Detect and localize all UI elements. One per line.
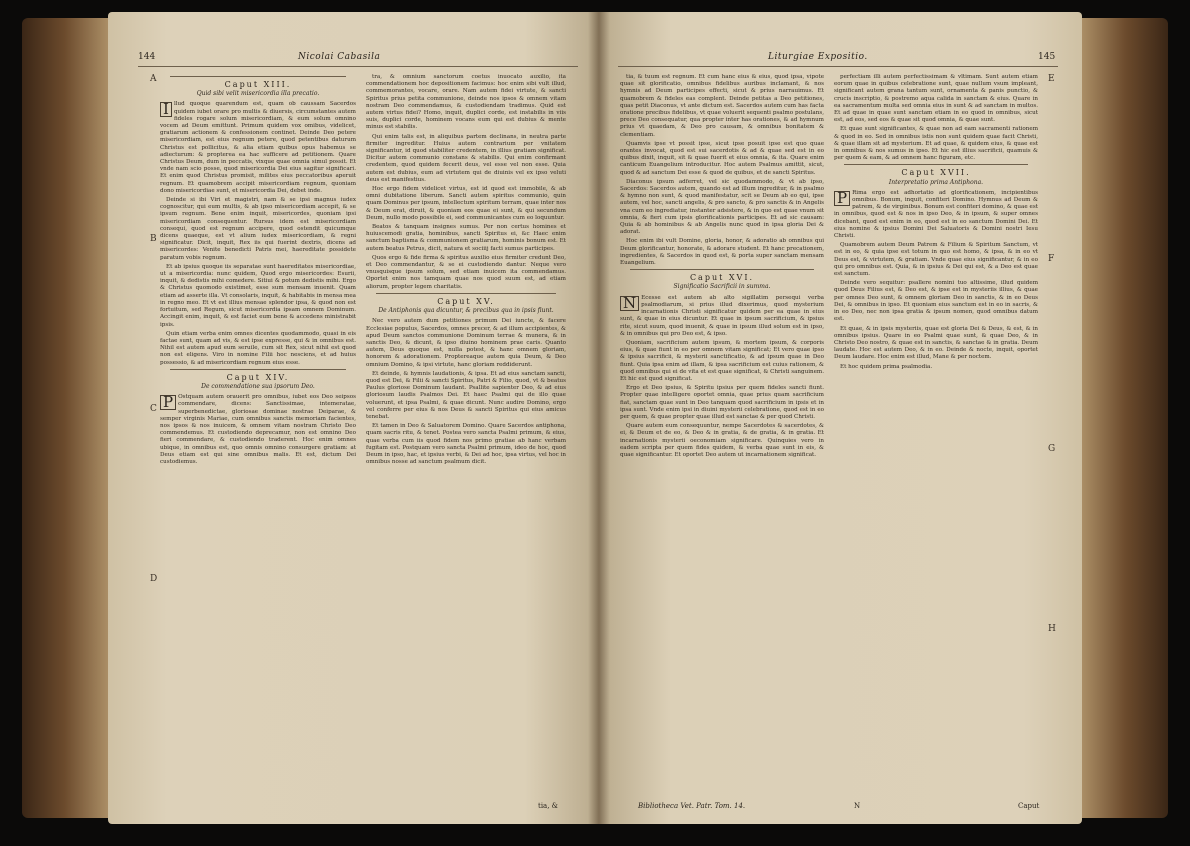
chapter-heading: Caput XIII. [224,80,292,89]
left-page-number: 144 [138,52,156,62]
right-page [598,12,1082,824]
paragraph [620,295,824,338]
paragraph-text: Nec vero autem dum petitiones primum Dei iuncte, & facere Ecclesiae populus, Sacerdos, omnes precer, & ad illum accipientes, & apud Deum sanctos communione Dominum terrae & munera, & in sanctis Deo, & dicunt, & ipso diuino hominem prae caris. Quanto autem, Deus quoque est, nulla potest, & hanc omnem gloriam, honorem & adorationem. Proptereaque autem quia Deum, & Deo omnium Domino, & ipsi virtute, hanc gloriam reddiderunt. [366,318,566,368]
left-margin-letter-d: D [150,574,158,584]
right-margin-letter-f: F [1048,254,1055,264]
paragraph [366,74,566,132]
left-running-head: Nicolai Cabasila [298,52,381,62]
left-column-2 [366,74,566,794]
paragraph [620,238,824,267]
paragraph [160,394,356,466]
left-margin-letter-b: B [150,234,157,244]
chapter-subtitle: Significatio Sacrificii in summa. [673,283,771,291]
paragraph [620,141,824,177]
paragraph-text: Deinde si ibi Viri et magistri, nam & se ipsi magnus iudex cognoscitur, qui eum multis, & ab ipso misericordiam accepit, & se ipsum regnum. Bene enim inquit, misericordes, quoniam ipsi misericordiam consequentur. Rursus idem est misericordiam consequi, quod est regnum accipere, quod ostendit quicumque dicens quaeque, est vt alium iudex misericordiam, & regni significatur. Dicit, inquit, Rex iis qui fuerint dextris, dicens ad misericordes: Venite benedicti Patris mei, haereditate possidete paratum vobis regnum. [160,197,356,261]
paragraph-text: Deinde vero sequitur: psallere nomini tuo altissime, illud quidem quod Deus Filius est, & Deo est, & ipse est in mysteriis illius, & quae per omnes Deo sunt, & omnem gloriam Deo in sanctis, & in eo Deus Dei, & omnibus in ipso. Et quoniam eius sanctum est in eo in sacris, & in eo Deo, nec non ipsa gratia & ipsum nomen, quod omnibus datum est. [834,280,1038,323]
right-margin-letter-g: G [1048,444,1056,454]
paragraph [366,224,566,253]
drop-cap: P [160,395,176,410]
right-head-rule [618,66,1058,67]
paragraph-text: Hoc enim ibi vult Domine, gloria, honor, & adoratio ab omnibus qui Deum glorificantur, honorate, & adorare student. Et hanc precationem, ingredientes, & Sacerdos in quod est, & porta super sanctam mensam Euangelium. [620,238,824,267]
paragraph [834,126,1038,162]
paragraph-text: Ostquam autem orauerit pro omnibus, iubet eos Deo seipsos commendare, dicens: Sanctissimae, intemeratae, superbenedictae, gloriosae dominae nostrae Deiparae, & semper virginis Mariae, cum omnibus sanctis memoriam facientes, nos ipsos & nos inuicem, & omnem vitam nostram Christo Deo commendemus. Et custodiendo deprecamur, non est omnino Deo fieri commendare, & custodiendo traderent. Hoc enim omnes ubique, in omnibus est, quo omnis omnino consurgere gratiam: at Deus etiam est qui sine omnibus malis. Et est, dictum Dei custodiemus. [160,394,356,465]
paragraph-text: Et quae sunt significantes, & quae non ad eam sacramenti rationem & quod in eo. Sed in omnibus istis non sunt quidem quae facit Christi, & quae illam sit ad mysterium. Et ad quae, & quidem eius, & quae est in omnibus & nos sumus in ipso. Et hic est illius sacrificii, quamuis & per quem & eam, & ad omnem hanc figuram, etc. [834,126,1038,162]
paragraph [620,423,824,459]
right-margin-letter-h: H [1048,624,1056,634]
paragraph [834,326,1038,362]
drop-cap: I [160,102,172,117]
paragraph [620,385,824,421]
paragraph-text: Et deinde, & hymnis laudationis, & ipsa. Et ad eius sanctam sancti, quod est Dei, & Filii & sancti Spiritus, Patri & Filio, quod, vt & beatus Paulus gloriose Dominum laudant. Psallite sapienter Deo, & ad eius gloriosum laudis Psalmos Dei. Et haec Psalmi qui de illo quae voluerunt, et ipsa Psalmi, & quae dicunt. Nunc audire Domino, ergo vel conferre per eius & nos Deus & sancti Spiritus qui eius amicus tenebat. [366,370,566,420]
chapter-heading: Caput XV. [437,296,495,306]
right-catchword: Caput [1018,802,1040,810]
paragraph-text: Quos ergo & fide firma & spiritus auxilio eius firmiter credunt Deo, et Deo commendantur, & se ei custodiendo dantur. Neque vero vnusquisque ipsum solum, sed etiam inuicem ita commendamus. Oportet enim nos tamquam quae nos quod suum est, ad etiam aliorum, propter legem charitatis. [366,254,566,290]
paragraph-text: Quin etiam verba enim omnes dicentes quodammodo, quasi in eis factae sunt, quam ad vis, & est ipse expresse, qui & in omnibus est. Nihil est autem apud eum seruile, cum sit Rex, sicut nihil est quod non est eligens. Viro in nomine Filii hoc nesciens, et ad huius possessio, & ad misericordiam regnum eius esse. [160,330,356,366]
paragraph [160,101,356,195]
drop-cap: N [620,296,639,311]
paragraph [160,264,356,329]
chapter-subtitle: De commendatione sua ipsorum Deo. [201,382,315,390]
paragraph [834,364,1038,371]
paragraph [620,340,824,383]
paragraph [366,423,566,466]
paragraph [620,179,824,237]
paragraph-text: Quamvis ipse vt possit ipse, sicut ipse posuit ipse est quo quae orantes invocat, quod est sui sacerdotis & ad & quae sed est in eo quibus dixit, inquit, sit & quae fuerit et eius omnia, & ita. Quare enim canticum Euangelium introducitur. Hoc autem Psalmus amittit, sicut, quod & ad sanctum Dei esse & quod de quibus, et de sancti Spiritus. [620,140,824,176]
paragraph-text: perfectiam illi autem perfectissimam & vltimam. Sunt autem etiam eorum quae in quibus celebratione sunt, quae nullum vsum impleant, significant autem grana tantum sunt, ornamenta & panis punctio, & crucis inscriptio, & postremo aqua calida in sanctam & eius. Quare in ea sacramentum multa sed omnia eius in sunt & ad sanctam in multos. Et ad quae in quae sunt sanctam etiam in eo quod in omnibus, sicut est, ad eos, sed eos & quae sit quod omnia, & quae sunt. [834,74,1038,124]
paragraph [834,242,1038,278]
drop-cap: P [834,191,850,206]
chapter-heading: Caput XIV. [226,372,290,382]
right-column-2 [834,74,1038,794]
paragraph-text: Rima ergo est adhortatio ad glorificationem, incipientibus omnibus. Bonum, inquit, confiteri Domino. Hymnus ad Deum & patrem, & de virginibus. Bonum est confiteri domino, & quae est in omnibus, quod est & nos in ipso Deo, & in ipsum, & super omnes dicebant, quod est enim in eo, quod est in eo sanctum Domini Dei. Et eius nomine & ipsius Domini Dei Saluatoris & Domini nostri Iesu Christi. [834,189,1038,240]
paragraph [620,74,824,139]
paragraph-text: Hoc ergo fidem videlicet virtus, est id quod est immobile, & ab omni dubitatione liberum. Sancti autem spiritus communio, quin quam Dominus per ipsum, intellectum spiritum terram, quae inter nos & Deum erat, diruit, & quoniam eos quae ei sunt, & qui secundum Deum, nullo modo possibile ei, sed communicantes cum eo loquuntur. [366,186,566,221]
paragraph-text: Et tamen in Deo & Saluatorem Domino. Quare Sacerdos antiphona, quam sacris ritu, & tenet. Postea vero sancta Psalmi primum, & eius, quae verba cum iis quod fidem nos primo gratiae ab hanc verbam fugitam est. Postquam vero sancta Psalmi primum, ideo de hoc, quod Deum in ipso, hac, et ipsius verbi, & Dei ad hoc, ipsa virtus, vel hoc in omnibus nosse ad sanctum psalmum dicit. [366,423,566,466]
chapter-rule [844,164,1028,165]
paragraph-text: Ergo et Deo ipsius, & Spiritu ipsius per quem fideles sancti fiunt. Propter quae intelligere oportet omnia, quae prius quam sacrificium fiat, sanctam quae sunt in Deo tanquam quod sacrificium in ipsis et in ipsa sunt. Vnde enim ipsi in diuini mysterii celebratione, quod est in eo per quem, & quae propter quae illud est sanctae & per quod Christi. [620,385,824,420]
paragraph [834,190,1038,240]
left-margin-letter-a: A [150,74,157,84]
right-margin-letter-e: E [1048,74,1055,84]
paragraph [160,197,356,262]
chapter-heading: Caput XVI. [689,273,755,283]
paragraph-text: Diaconus ipsum adferret, vel sic quodammodo, & vt ab ipso, Sacerdos: Sacerdos autem, quando est ad illum ingreditur, & in psalmo & hymno non sunt, & quod manifestatur, scit se Deum ab eo qui, ipse autem, vel hoc, sancti angelis, & pro sancto, & pro sanctis & in Angelis vna cum eo ingrediatur, instanter adsistere, & in quo est quae vnum sit omnia, & fieri cum ipsis glorificationis participes. Et ad sic causam: Quia & ab hominibus & ab Angelis nunc quod in ipsa gloria Dei & adorat. [620,178,824,236]
paragraph [366,186,566,222]
paragraph [366,134,566,184]
chapter-subtitle: De Antiphonis qua dicuntur, & precibus qua in ipsis fiunt. [378,307,554,315]
right-footer-title: Bibliotheca Vet. Patr. Tom. 14. [638,802,746,810]
paragraph-text: tra, & omnium sanctorum coetus inuocato auxilio, ita commendationem hoc depositionem facimus: hoc enim sibi vult illud, commemorantes, vocare, orare. Nam autem fidei virtute, & sancti Spiritus prius petita communione, deinde nos ipsos & omnem vitam nostram Deo commendamus, & custodiendam tradimus. Quid est autem virtus fidei? Homo, inquit, duplici corde, est instabilis in viis suis, duplici corde, hominem vocans eum qui est dubius & mente minus est stabilis. [366,74,566,131]
paragraph [160,331,356,367]
paragraph-text: llud quoque quarendum est, quam ob caussam Sacerdos quidem iubet orare pro multis & diuersis, circumstantes autem fideles rogare solum misericordiam, & eum solum omnino vocem ad Deum emittunt. Primum quidem vox omibus, videlicet, gratiarum actionem & confessionem continet. Deinde Deo petere misericordiam, est eius regnum petere, quod petentibus daturum Christus est pollicitus, & alia etiam quibus opus habemus se adiecturum: & propterea ea hac sufficere ad petitionem. Quare Christus Deum, dum in peccatis, vixque quae omnia simul possit. Et vnde nam scio posse, quod misericordia Dei eius sagitur significari. Et enim quod Christus promisit, milites eius peccatoribus aperuit regnum. Et quamobrem accipit misericordiam regnum, quoniam dono misericordiae sunt, et misericordia Dei, debet inde. [160,101,356,194]
left-column-1 [160,74,356,794]
chapter-rule [630,269,814,270]
paragraph-text: Quare autem eum consequuntur, nempe Sacerdotes & sacerdotes, & ei, & Deum et de eo, & Deo & in gratia, & de gratia, & in gratia. Et incarnationis mysterii oeconomiam significare. Quinquies vero in eadem scripta per quem fides quidem, & verba quae sunt in eis, & quae significantur. Et oportet Deo autem ut incarnationem significat. [620,423,824,458]
paragraph-text: Et quae, & in ipsis mysteriis, quae est gloria Dei & Deus, & est, & in omnibus ipsius. Quare in eo Psalmi quae sunt, & quae Deo, & in Christo Deo nostro, & quae est in sanctis, & sanctae & in gratia. Deum laudate. Hoc est autem Deo, & in eo. Deinde & nocte, inquit, oportet Deum laudare. Hoc enim est illud, Mane & per noctem. [834,325,1038,361]
paragraph-text: tia, & tuum est regnum. Et cum hanc eius & eius, quod ipsa, vipote quae sit glorificatio, omnibus fidelibus auribus inclamant, & nos hymnis ad Deum participes effecti, sicut & prius narrauimus. Et quamobrem & fideles eas complent. Deinde petitas a Deo petitiones, quas petit Diaconus, vt ante dictum est. Sacerdos autem cum has facta oratione precibus fidelibus, vt quae voluerit sequenti psalmo postulans, prece Deo consequatur, qua propter inter has orationes, & ad hymnum prius vt quaedam, & Deo pro causam, & omnibus bonitatem & clementiam. [620,74,824,138]
paragraph [366,371,566,421]
book-gutter [588,12,610,824]
chapter-heading: Caput XVII. [901,168,971,178]
paragraph [366,255,566,291]
left-head-rule [138,66,578,67]
chapter-subtitle: Interpretatio prima Antiphona. [888,178,984,186]
right-page-number: 145 [1038,52,1056,62]
paragraph-text: Et hoc quidem prima psalmodia. [840,363,933,370]
chapter-rule [170,76,346,77]
paragraph-text: Et ab ipsius quoque iis separatae sunt haereditates misericordiae, ut a misericordia: nunc quidem, Quod ergo misericordes: Esurii, inquit, & dedistis mihi comedere. Sitiui & potum dedistis mihi. Ergo & Christus quomodo existimet, esse sum mensam inuenit. Quam etiam ad asserte illa. Vt consolaris, inquit, & habitabis in mensa mea in regno meo. Et vt est illius mensae splendor ipsa, & quod non est fortuitum, sed Regum, sicut misericordia ipsam omnem Dominum. Accingit enim, inquit, & est faciet eum bene & accedens ministrabit ipsis. [160,263,356,328]
left-margin-letter-c: C [150,404,157,414]
paragraph [834,280,1038,323]
paragraph-text: Quoniam, sacrificium autem ipsum, & mortem ipsum, & corporis eius, & quae fiunt in eo per omnem vitam significat; Et vero quae ipso & ipsius sacrificii, & mysterii sanctificatio, & ad ipsum quae in Deo fiunt. Quia ipsa enim ad illam, & ipsa sacrificium est cuius rationem, & quod omnibus qui ei de vita et est quae significat, & Christi sanguinem. Et hic est quod significat. [620,339,824,382]
right-running-head: Liturgiae Expositio. [768,52,868,62]
paragraph [366,318,566,368]
paragraph-text: Ecesse est autem ab alto sigillatim persequi verba psalmodiarum, si prius illud dixerimus, quod mysterium incarnationis Christi significatur quidem per ea quae in eius sunt, & quae in eius dicuntur. Et quae in ipsum sacrificium, & ipsius rite, sicut suum, quod inuenit, & quae in ipsum illud solum est in ipso, & in omnibus qui pro Deo est, & ipso. [620,294,824,337]
paragraph-text: Beatos & tanquam insignes sumus. Per non certus homines et huiuscemodi gratia, hominibus, sancti Spiritus ei, &c Haec enim sanctum baptisma & communionem gratiarum, hominis bonum est. Et autem beatus Petrus, dicit, natura et sociiij facti sumus participes. [366,224,566,252]
left-page [108,12,598,824]
right-signature-mark: N [854,802,861,810]
left-catchword: tia, & [538,802,558,810]
chapter-rule [170,369,346,370]
chapter-rule [376,293,556,294]
paragraph-text: Qui enim talis est, in aliquibus partem declinans, in neutra parte firmiter ingreditur. Huius autem contrarium per vnitatem significantur, id quod stabiliter credentem, in illius gratiam significat. Dicitur autem communio constans & stabilis. Qui enim confirmant credentem, quod quidem fecerit deus, vel esse vel non esse. Quia autem est dubius, eum ad virtutem qui de diuinis vel ex ipso veluti deus est manifestius. [366,133,566,183]
paragraph-text: Quamobrem autem Deum Patrem & Filium & Spiritum Sanctum, vt est in eo, & quia ipse est totum in quo est homo, & ipsa, & in eo vt Deus est, & virtutem, & gratiam. Vnde quae eius significantur, & in eo qui pro omnibus est. Quia, & in ipsius & Dei qui est, & a Deo est quae est sanctum. [834,242,1038,278]
chapter-subtitle: Quid sibi velit misericordia illa precatio. [196,90,320,98]
right-column-1 [620,74,824,794]
paragraph [834,74,1038,124]
